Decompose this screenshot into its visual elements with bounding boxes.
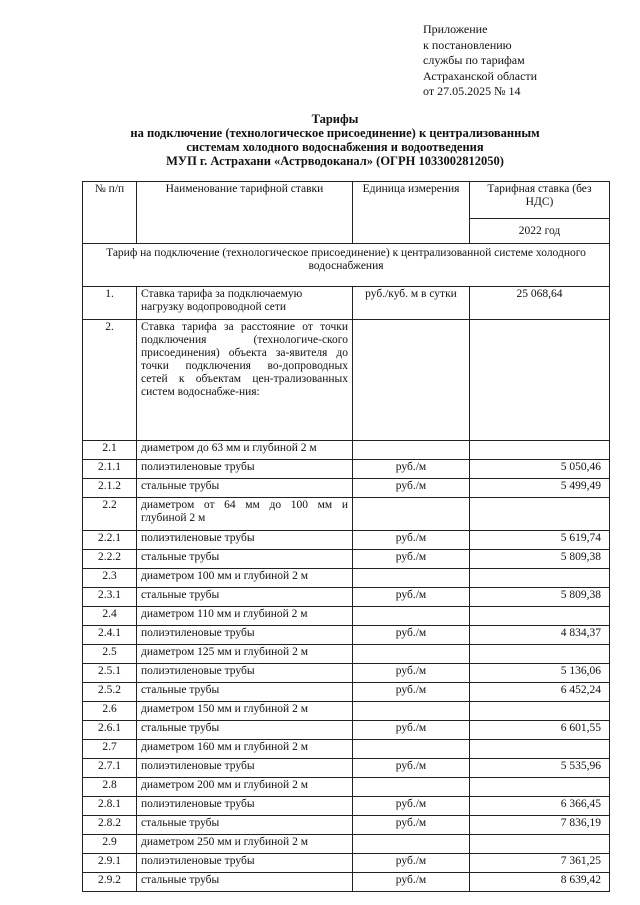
- cell-value: 5 499,49: [470, 479, 610, 498]
- cell-num: 2.1.2: [83, 479, 137, 498]
- table-row: [83, 702, 610, 721]
- cell-unit: руб./м: [353, 854, 470, 873]
- cell-unit: [353, 320, 470, 441]
- cell-value: 5 136,06: [470, 664, 610, 683]
- cell-value: 8 639,42: [470, 873, 610, 892]
- cell-value: 5 050,46: [470, 460, 610, 479]
- cell-value: 5 619,74: [470, 531, 610, 550]
- cell-name: стальные трубы: [137, 479, 353, 498]
- table-row: [83, 320, 610, 441]
- appendix-line: от 27.05.2025 № 14: [423, 84, 521, 98]
- table-row: [83, 588, 610, 607]
- cell-value: 5 809,38: [470, 588, 610, 607]
- cell-unit: руб./м: [353, 873, 470, 892]
- table-row: [83, 441, 610, 460]
- appendix-line: службы по тарифам: [423, 53, 525, 67]
- header-year: 2022 год: [470, 219, 610, 244]
- cell-num: 1.: [83, 287, 137, 320]
- section-title: Тариф на подключение (технологическое присоединение) к централизованной системе холодного водоснабжения: [83, 244, 610, 287]
- cell-unit: руб./м: [353, 797, 470, 816]
- table-row: [83, 854, 610, 873]
- cell-name: стальные трубы: [137, 683, 353, 702]
- cell-unit: руб./м: [353, 460, 470, 479]
- appendix-block: [423, 22, 537, 100]
- table-row: [83, 550, 610, 569]
- cell-name: диаметром 250 мм и глубиной 2 м: [137, 835, 353, 854]
- table-row: [83, 816, 610, 835]
- section-row: [83, 244, 610, 287]
- table-row: [83, 626, 610, 645]
- cell-num: 2.2.1: [83, 531, 137, 550]
- cell-unit: [353, 645, 470, 664]
- table-row: [83, 460, 610, 479]
- appendix-line: Астраханской области: [423, 68, 538, 83]
- appendix-line: к постановлению: [423, 37, 512, 52]
- cell-num: 2.6.1: [83, 721, 137, 740]
- cell-name: Ставка тарифа за подключаемую нагрузку водопроводной сети: [137, 287, 353, 320]
- cell-name: полиэтиленовые трубы: [137, 460, 353, 479]
- cell-value: [470, 320, 610, 441]
- cell-value: [470, 740, 610, 759]
- cell-unit: руб./м: [353, 759, 470, 778]
- cell-value: 6 601,55: [470, 721, 610, 740]
- cell-value: [470, 835, 610, 854]
- table-row: [83, 479, 610, 498]
- header-rate: Тарифная ставка (без НДС): [470, 182, 610, 219]
- cell-num: 2.2.2: [83, 550, 137, 569]
- cell-value: [470, 569, 610, 588]
- cell-unit: [353, 778, 470, 797]
- table-row: [83, 683, 610, 702]
- cell-unit: руб./м: [353, 664, 470, 683]
- cell-unit: руб./м: [353, 721, 470, 740]
- cell-name: стальные трубы: [137, 550, 353, 569]
- header-num: № п/п: [83, 182, 137, 244]
- cell-unit: [353, 607, 470, 626]
- cell-num: 2.5: [83, 645, 137, 664]
- cell-num: 2.9.1: [83, 854, 137, 873]
- title-line: системам холодного водоснабжения и водоотведения: [186, 140, 484, 154]
- cell-num: 2.5.1: [83, 664, 137, 683]
- cell-name: полиэтиленовые трубы: [137, 759, 353, 778]
- tariff-table: [82, 181, 610, 892]
- cell-unit: руб./м: [353, 816, 470, 835]
- table-row: [83, 498, 610, 531]
- cell-unit: [353, 740, 470, 759]
- cell-unit: [353, 702, 470, 721]
- cell-num: 2.7.1: [83, 759, 137, 778]
- cell-value: [470, 441, 610, 460]
- cell-name: диаметром 100 мм и глубиной 2 м: [137, 569, 353, 588]
- cell-value: 6 366,45: [470, 797, 610, 816]
- table-row: [83, 778, 610, 797]
- table-row: [83, 873, 610, 892]
- table-row: [83, 607, 610, 626]
- cell-value: 6 452,24: [470, 683, 610, 702]
- cell-unit: руб./м: [353, 479, 470, 498]
- table-row: [83, 759, 610, 778]
- cell-name: диаметром 150 мм и глубиной 2 м: [137, 702, 353, 721]
- document-title: [90, 112, 580, 168]
- table-row: [83, 645, 610, 664]
- header-name: Наименование тарифной ставки: [137, 182, 353, 244]
- cell-unit: руб./м: [353, 683, 470, 702]
- cell-name: полиэтиленовые трубы: [137, 664, 353, 683]
- cell-name: диаметром до 63 мм и глубиной 2 м: [137, 441, 353, 460]
- cell-value: 5 809,38: [470, 550, 610, 569]
- cell-unit: [353, 569, 470, 588]
- cell-name: диаметром от 64 мм до 100 мм и глубиной 2 м: [137, 498, 353, 531]
- cell-unit: руб./м: [353, 626, 470, 645]
- title-line: МУП г. Астрахани «Астрводоканал» (ОГРН 1033002812050): [166, 154, 504, 168]
- cell-num: 2.: [83, 320, 137, 441]
- cell-value: [470, 607, 610, 626]
- cell-num: 2.6: [83, 702, 137, 721]
- cell-num: 2.5.2: [83, 683, 137, 702]
- cell-num: 2.4.1: [83, 626, 137, 645]
- cell-value: [470, 498, 610, 531]
- table-row: [83, 835, 610, 854]
- cell-value: 7 361,25: [470, 854, 610, 873]
- title-line: на подключение (технологическое присоединение) к централизованным: [130, 126, 540, 140]
- table-header-row: [83, 182, 610, 219]
- cell-name: полиэтиленовые трубы: [137, 797, 353, 816]
- cell-value: 5 535,96: [470, 759, 610, 778]
- cell-value: [470, 702, 610, 721]
- cell-value: 25 068,64: [470, 287, 610, 320]
- cell-name: полиэтиленовые трубы: [137, 626, 353, 645]
- table-row: [83, 287, 610, 320]
- cell-num: 2.9: [83, 835, 137, 854]
- cell-value: 7 836,19: [470, 816, 610, 835]
- cell-num: 2.8.2: [83, 816, 137, 835]
- cell-unit: [353, 441, 470, 460]
- title-line: Тарифы: [311, 112, 359, 126]
- cell-name: стальные трубы: [137, 588, 353, 607]
- cell-num: 2.1.1: [83, 460, 137, 479]
- cell-num: 2.3: [83, 569, 137, 588]
- cell-unit: руб./м: [353, 588, 470, 607]
- cell-name: полиэтиленовые трубы: [137, 854, 353, 873]
- cell-name: Ставка тарифа за расстояние от точки подключения (технологиче-ского присоединения) объекта за-явителя до точки подключения во-допроводных сетей к объектам цен-трализованных систем водоснабже-ния:: [137, 320, 353, 441]
- cell-num: 2.8.1: [83, 797, 137, 816]
- cell-name: диаметром 200 мм и глубиной 2 м: [137, 778, 353, 797]
- cell-name: стальные трубы: [137, 721, 353, 740]
- cell-name: стальные трубы: [137, 816, 353, 835]
- cell-name: диаметром 160 мм и глубиной 2 м: [137, 740, 353, 759]
- cell-num: 2.8: [83, 778, 137, 797]
- cell-name: стальные трубы: [137, 873, 353, 892]
- cell-unit: руб./м: [353, 531, 470, 550]
- cell-value: 4 834,37: [470, 626, 610, 645]
- table-row: [83, 569, 610, 588]
- table-row: [83, 797, 610, 816]
- table-row: [83, 721, 610, 740]
- header-unit: Единица измерения: [353, 182, 470, 244]
- table-row: [83, 531, 610, 550]
- table-row: [83, 664, 610, 683]
- appendix-line: Приложение: [423, 22, 488, 36]
- cell-unit: руб./м: [353, 550, 470, 569]
- cell-name: полиэтиленовые трубы: [137, 531, 353, 550]
- cell-num: 2.9.2: [83, 873, 137, 892]
- cell-unit: [353, 835, 470, 854]
- cell-num: 2.4: [83, 607, 137, 626]
- cell-name: диаметром 125 мм и глубиной 2 м: [137, 645, 353, 664]
- table-row: [83, 740, 610, 759]
- cell-unit: [353, 498, 470, 531]
- cell-num: 2.7: [83, 740, 137, 759]
- cell-num: 2.3.1: [83, 588, 137, 607]
- cell-value: [470, 778, 610, 797]
- cell-name: диаметром 110 мм и глубиной 2 м: [137, 607, 353, 626]
- cell-num: 2.1: [83, 441, 137, 460]
- cell-value: [470, 645, 610, 664]
- cell-num: 2.2: [83, 498, 137, 531]
- cell-unit: руб./куб. м в сутки: [353, 287, 470, 320]
